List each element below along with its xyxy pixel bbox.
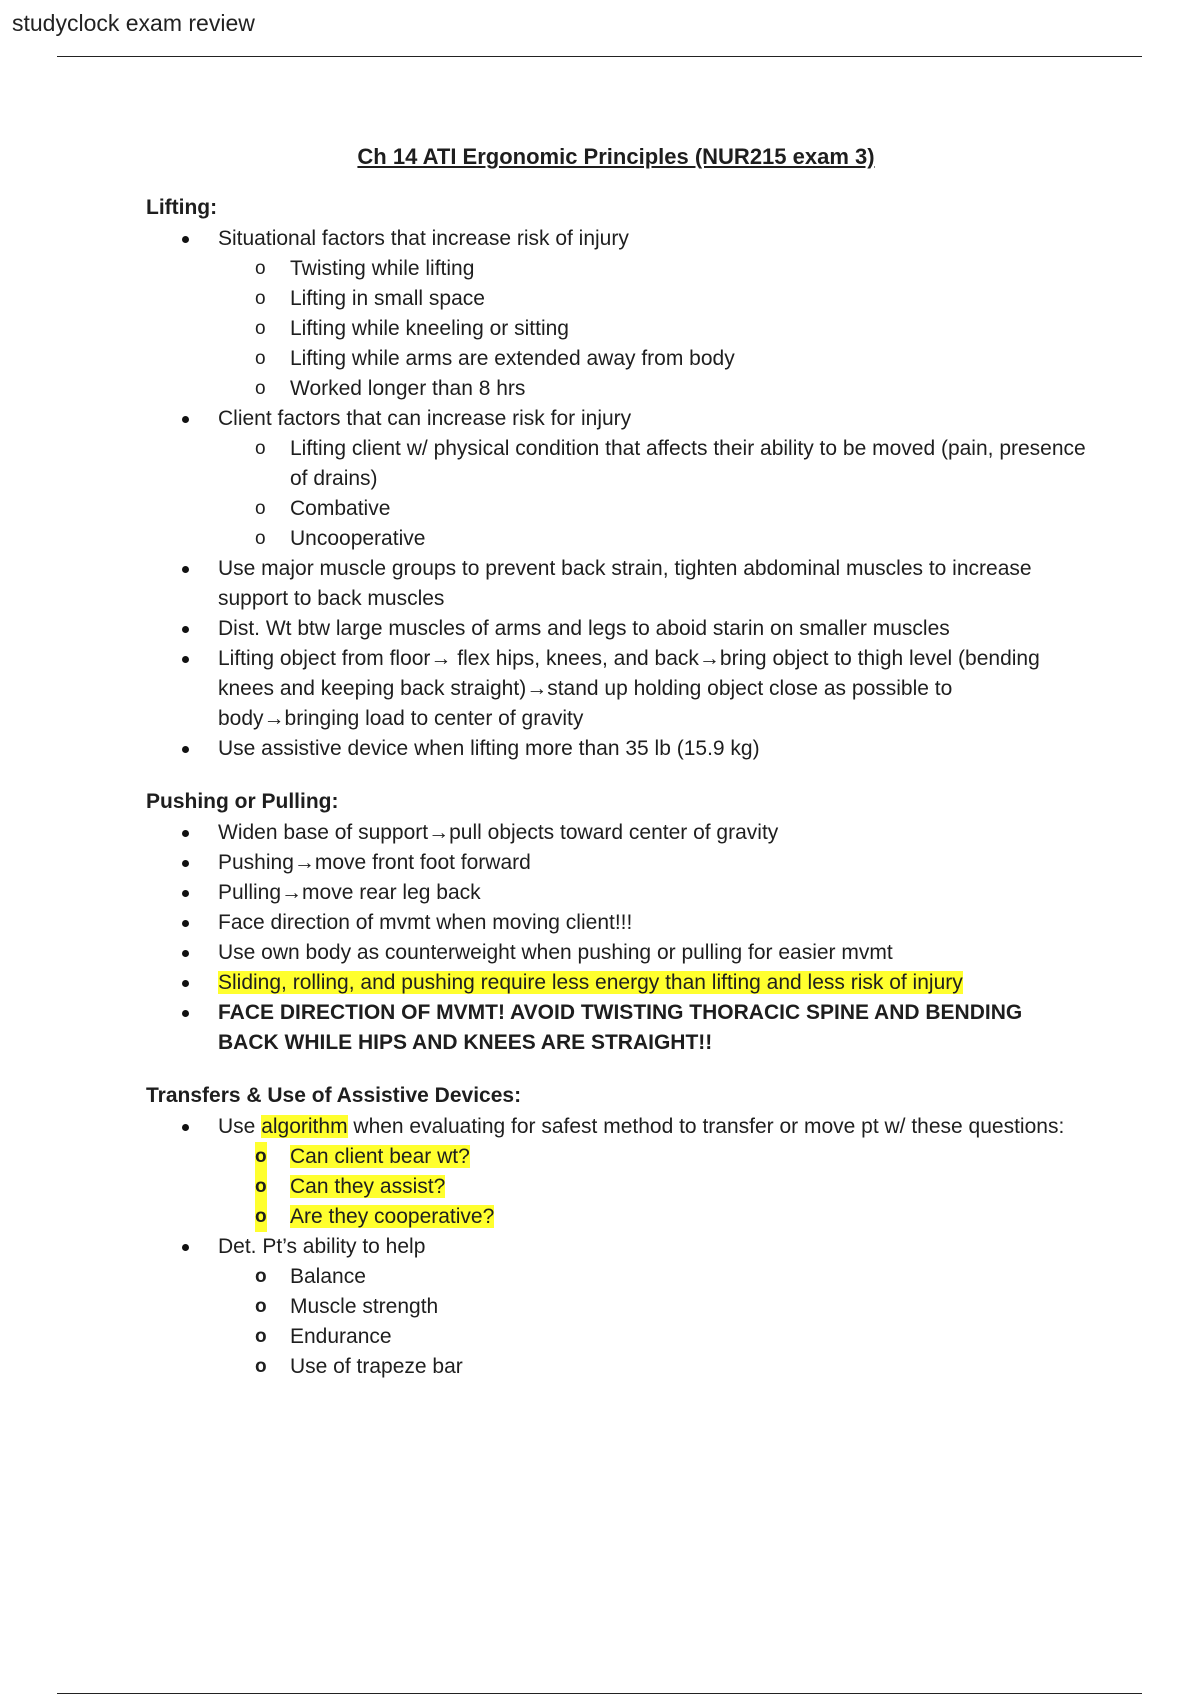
bullet-o-icon: o (255, 288, 266, 309)
section-pushing-pulling (146, 790, 1086, 1058)
document-title: Ch 14 ATI Ergonomic Principles (NUR215 exam 3) (357, 144, 875, 169)
bullet-dot-icon (182, 890, 189, 897)
bullet-o-icon: o (255, 498, 266, 519)
bullet-dot-icon (182, 830, 189, 837)
bullet-o-icon: o (255, 1326, 267, 1347)
pushing-list (146, 818, 1086, 1058)
sub-list (218, 434, 1086, 554)
sub-list-item: o Worked longer than 8 hrs (146, 374, 1086, 404)
list-item: Use algorithm when evaluating for safest method to transfer or move pt w/ these questions: o Can client bear wt? o Can they assist? o Are they cooperative? (146, 1112, 1086, 1232)
bullet-o-icon: o (255, 438, 266, 459)
sub-list-item-highlighted: o Can client bear wt? (146, 1142, 1086, 1172)
sub-list (218, 1262, 1086, 1382)
sub-list (218, 1142, 1086, 1232)
bullet-dot-icon (182, 860, 189, 867)
list-item: Use major muscle groups to prevent back strain, tighten abdominal muscles to increase support to back muscles (146, 554, 1086, 614)
sub-list-item: o Use of trapeze bar (146, 1352, 1086, 1382)
list-item: Face direction of mvmt when moving client!!! (146, 908, 1086, 938)
sub-list-item: o Lifting client w/ physical condition that affects their ability to be moved (pain, presence of drains) (146, 434, 1086, 494)
bullet-dot-icon (182, 980, 189, 987)
section-heading-transfers: Transfers & Use of Assistive Devices: (146, 1084, 522, 1107)
section-heading-pushing-pulling: Pushing or Pulling: (146, 790, 339, 813)
section-lifting (146, 196, 1086, 764)
bullet-dot-icon (182, 746, 189, 753)
sub-list-item-highlighted: o Are they cooperative? (146, 1202, 1086, 1232)
section-heading-lifting: Lifting: (146, 196, 218, 219)
list-item: Pushing→move front foot forward (146, 848, 1086, 878)
bullet-o-icon: o (255, 1202, 267, 1232)
bullet-o-icon: o (255, 348, 266, 369)
bullet-dot-icon (182, 236, 189, 243)
bullet-dot-icon (182, 656, 189, 663)
list-item: Client factors that can increase risk for injury o Lifting client w/ physical condition that affects their ability to be moved (pain, presence of drains) o Combative o Uncooperative (146, 404, 1086, 554)
bullet-dot-icon (182, 626, 189, 633)
highlighted-text: algorithm (261, 1115, 348, 1138)
transfers-list (146, 1112, 1086, 1382)
sub-list-item: o Combative (146, 494, 1086, 524)
list-item: Use assistive device when lifting more than 35 lb (15.9 kg) (146, 734, 1086, 764)
list-item: Pulling→move rear leg back (146, 878, 1086, 908)
sub-list-item-highlighted: o Can they assist? (146, 1172, 1086, 1202)
document-body (146, 144, 1086, 1408)
bullet-dot-icon (182, 1244, 189, 1251)
bullet-o-icon: o (255, 1172, 267, 1202)
list-item: Widen base of support→pull objects toward center of gravity (146, 818, 1086, 848)
sub-list-item: o Endurance (146, 1322, 1086, 1352)
lifting-list (146, 224, 1086, 764)
bullet-dot-icon (182, 1124, 189, 1131)
bullet-o-icon: o (255, 258, 266, 279)
list-item: Use own body as counterweight when pushing or pulling for easier mvmt (146, 938, 1086, 968)
list-item-emphasis: FACE DIRECTION OF MVMT! AVOID TWISTING THORACIC SPINE AND BENDING BACK WHILE HIPS AND KNEES ARE STRAIGHT!! (146, 998, 1086, 1058)
bullet-dot-icon (182, 416, 189, 423)
page-header-text: studyclock exam review (12, 10, 255, 36)
bullet-o-icon: o (255, 1356, 267, 1377)
bullet-o-icon: o (255, 1266, 267, 1287)
list-item: Det. Pt’s ability to help o Balance o Muscle strength o Endurance o Use of trapeze bar (146, 1232, 1086, 1382)
section-transfers (146, 1084, 1086, 1382)
sub-list-item: o Uncooperative (146, 524, 1086, 554)
bullet-dot-icon (182, 950, 189, 957)
bullet-o-icon: o (255, 378, 266, 399)
bullet-o-icon: o (255, 528, 266, 549)
sub-list-item: o Lifting while kneeling or sitting (146, 314, 1086, 344)
bullet-dot-icon (182, 1010, 189, 1017)
sub-list-item: o Muscle strength (146, 1292, 1086, 1322)
list-item: Situational factors that increase risk of injury o Twisting while lifting o Lifting in small space o Lifting while kneeling or sitting o Lifting while arms are extended away from body o Worked longer than 8 hrs (146, 224, 1086, 404)
bullet-dot-icon (182, 566, 189, 573)
highlighted-text: Sliding, rolling, and pushing require less energy than lifting and less risk of injury (218, 971, 963, 994)
list-item: Lifting object from floor→ flex hips, knees, and back→bring object to thigh level (bending knees and keeping back straight)→stand up holding object close as possible to body→bringing load to center of gravity (146, 644, 1086, 734)
bullet-o-icon: o (255, 1296, 267, 1317)
bullet-o-icon: o (255, 1142, 267, 1172)
sub-list-item: o Balance (146, 1262, 1086, 1292)
sub-list-item: o Lifting while arms are extended away from body (146, 344, 1086, 374)
sub-list-item: o Lifting in small space (146, 284, 1086, 314)
sub-list (218, 254, 1086, 404)
footer-rule (57, 1693, 1142, 1694)
sub-list-item: o Twisting while lifting (146, 254, 1086, 284)
list-item: Dist. Wt btw large muscles of arms and legs to aboid starin on smaller muscles (146, 614, 1086, 644)
bullet-dot-icon (182, 920, 189, 927)
bullet-o-icon: o (255, 318, 266, 339)
header-rule (57, 56, 1142, 57)
list-item-highlighted (146, 968, 1086, 998)
